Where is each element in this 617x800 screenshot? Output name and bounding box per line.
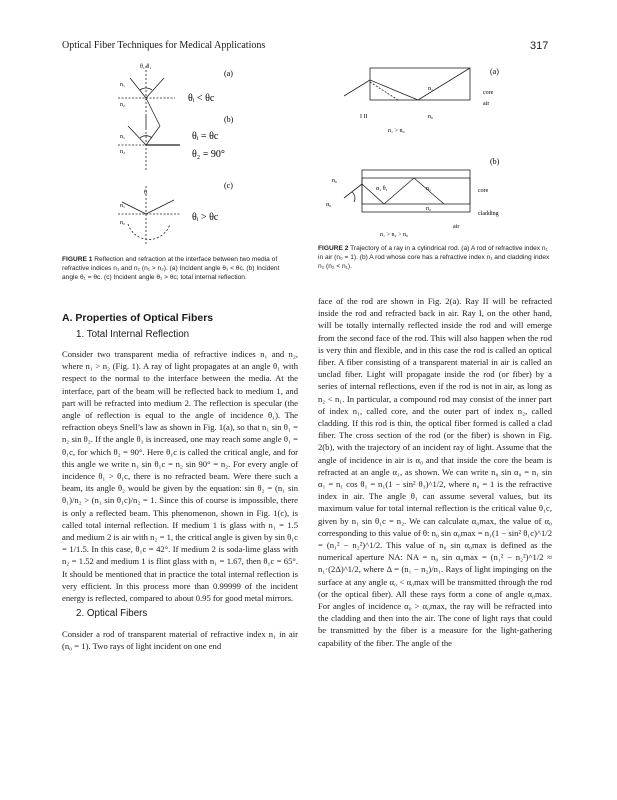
fig2-core-label-a: core [483, 90, 494, 96]
ray-ii-path [370, 82, 398, 100]
fig2-panel-tag-a: (a) [490, 67, 499, 76]
panel-label-c: θᵢ > θc [192, 212, 219, 223]
n2-label-c: n₂ [120, 220, 126, 226]
incident-ray [128, 126, 146, 145]
running-title: Optical Fiber Techniques for Medical Applications [62, 40, 266, 51]
reflected-ray [146, 200, 174, 214]
n1-label-c: n₁ [120, 203, 126, 209]
fig2-n1-label-b: n₁ [426, 186, 432, 192]
fig2-cladding-label-b: cladding [478, 211, 499, 217]
incident-ray [344, 184, 362, 198]
figure-1-panel-b [118, 116, 180, 170]
theta-label-c: θ [144, 190, 147, 196]
figure-1-caption [62, 255, 297, 282]
fig2-air-label-a: air [483, 101, 490, 107]
n1-label-b: n₁ [120, 134, 126, 140]
subsection-heading-1: 1. Total Internal Reflection [76, 329, 190, 340]
figure-2-caption-label: FIGURE 2 [318, 245, 349, 252]
left-column [62, 348, 298, 604]
fig2-n1-label-a: n₁ [428, 86, 434, 92]
subsection-heading-2: 2. Optical Fibers [76, 608, 148, 619]
left-paragraph-1: Consider two transparent media of refractive indices n₁ and n₂, where n₁ > n₂ (Fig. 1). A ray of light propagates at an angle θ₁ with respect to the normal to the interface between the media. At the interface, part of the beam will be reflected back to medium 1, and part will be refracted into medium 2. The reflection is specular (the angle of reflection is equal to the angle of incidence θ₁). The refraction obeys Snell’s law as shown in Fig. 1(a), so that n₁ sin θ₁ = n₂ sin θ₂. If the angle θ₁ is increased, one may reach some angle θ₁ = θ₁c, for which θ₂ = 90°. Here θ₁c is called the critical angle, and for this angle we write n₁ sin θ₁c = n₂ sin 90° = n₂. For every angle of incidence θ₁ > θ₁c, there is no refracted beam. Were there such a beam, its angle θ₂ would be given by the equation: sin θ₂ = (n₁ sin θ₁)/n₂ > (n₁ sin θ₁c)/n₂ = 1. Since this of course is impossible, there is only a reflected beam. This phenomenon, shown in Fig. 1(c), is called total internal reflection. If medium 1 is glass with n₁ = 1.5 and medium 2 is air with n₂ = 1, the critical angle is given by sin θ₁c = 1/1.5. In this case, θ₁c = 42°. If medium 2 is soda-lime glass with n₂ = 1.52 and medium 1 is flint glass with n₁ = 1.67, then θ₁c = 65°. It should be mentioned that in practice the total internal reflection is very efficient. In this process more than 0.99999 of the incident energy is reflected, compared to about 0.95 for good metal mirrors. [62, 349, 298, 604]
section-heading: A. Properties of Optical Fibers [62, 312, 214, 324]
figure-1-caption-text: Reflection and refraction at the interface between two media of refractive indices n₁ and n₂ (n₁ > n₂). (a) Incident angle θ₁ < θc. (b) Incident angle θ₁ = θc. (c) Incident angle θ₁ > θc; total internal reflection. [62, 256, 280, 281]
figure-1 [100, 60, 300, 252]
figure-2-panel-b [344, 170, 470, 212]
panel-tag-a: (a) [224, 69, 233, 78]
panel-label-b-bottom: θ₂ = 90° [192, 149, 225, 160]
figure-2-caption-text: Trajectory of a ray in a cylindrical rod. (a) A rod of refractive index n₁ in air (n₀ = 1). (b) A rod whose core has a refractive index n₁ and cladding index n₂ (n₂ < n₁). [318, 245, 550, 270]
reflected-ray [146, 126, 160, 145]
page-number: 317 [530, 40, 549, 52]
panel-label-a: θᵢ < θc [188, 93, 215, 104]
panel-tag-c: (c) [224, 181, 233, 190]
left-paragraph-2: Consider a rod of transparent material of refractive index n₁ in air (n₀ = 1). Two rays of light incident on one end [62, 629, 298, 652]
panel-label-b-top: θᵢ = θc [192, 131, 219, 142]
fig2-relation-a: n₁ > n₀ [388, 128, 405, 134]
refracted-ray [146, 98, 160, 126]
incident-ray [122, 202, 146, 214]
fig2-panel-tag-b: (b) [490, 157, 500, 166]
fig2-air-label-b: air [453, 224, 460, 230]
figure-1-panel-a [118, 66, 175, 128]
core-ray-2 [384, 178, 414, 204]
panel-tag-b: (b) [224, 115, 234, 124]
rod-outline [370, 68, 470, 100]
fig2-rays-label-a: I II [360, 114, 368, 120]
n2-label-a: n₂ [120, 102, 126, 108]
ray-i-path-2 [418, 68, 470, 100]
fig2-theta-label: α₁ θ₁ [376, 186, 388, 192]
figure-2-caption [318, 244, 552, 271]
left-column-2 [62, 628, 298, 652]
figure-2-panel-a [344, 68, 470, 100]
figure-2 [318, 60, 518, 242]
right-column [318, 295, 552, 773]
fig2-n2-label-b: n₂ [426, 206, 432, 212]
n2-label-b: n₂ [120, 149, 126, 155]
theta-label-a: θ₁ θ₁ [140, 64, 152, 70]
fig2-core-label-b: core [478, 188, 489, 194]
right-paragraph-1: face of the rod are shown in Fig. 2(a). Ray II will be refracted inside the rod and refracted back in air. Ray I, on the other hand, will be totally internally reflected inside the rod and will emerge from the second face of the rod. This will also happen when the rod is very thin and flexible, and in this case the rod is called an optical fiber. A fiber consisting of a transparent material in air is called an unclad fiber. Light will propagate inside the rod (or fiber) by a series of internal reflections, even if the rod is not in air, as long as n₂ < n₁. In particular, a compound rod may consist of the inner part of index n₁, called core, and the outer part of index n₂, called cladding. If this rod is thin, the optical fiber formed is called a clad fiber. The cross section of the rod (or the fiber) is shown in Fig. 2(b), with the trajectory of an incident ray of light. Assume that the angle of incidence in air is α₀ and that inside the core the beam is refracted at an angle α₁, as shown. We can write n₀ sin α₀ = n₁ sin α₁ = n₁ cos θ₁ = n₁(1 − sin² θ₁)^1/2, where n₀ = 1 is the refractive index in air. The angle θ₁ can assume several values, but its maximum value for total internal reflection is the critical value θ₁c, given by n₁ sin θ₁c = n₂. We can calculate α₀max, the value of α₀ corresponding to this value of θ: n₀ sin α₀max = n₁(1 − sin² θ₁c)^1/2 = (n₁² − n₂²)^1/2. This value of n₀ sin α₀max is defined as the numerical aperture NA: NA = n₀ sin α₀max = (n₁² − n₂²)^1/2 ≈ n₁·(2Δ)^1/2, where Δ = (n₁ − n₂)/n₁. Rays of light impinging on the surface at any angle α₀ < α₀max will be transmitted through the rod (or the optical fiber). All these rays form a cone of angle α₀max. For angles of incidence α₀ > α₀max, the ray will be refracted into the cladding and then into the air. The cone of light rays that could be transmitted by the fiber is a measure for the light-gathering capability of the fiber. The angle of the [318, 296, 552, 648]
figure-1-caption-label: FIGURE 1 [62, 256, 93, 263]
fig2-alpha0-label: n₀ [332, 178, 338, 184]
fig2-relation-b: n₁ > n₂ > n₀ [380, 232, 409, 238]
fig2-alpha-angle-label: α₀ [326, 202, 332, 208]
n1-label-a: n₁ [120, 82, 126, 88]
fig2-n0-label-a: n₀ [428, 114, 434, 120]
figure-1-panel-c [118, 186, 180, 246]
ray-i-incident [344, 80, 370, 96]
